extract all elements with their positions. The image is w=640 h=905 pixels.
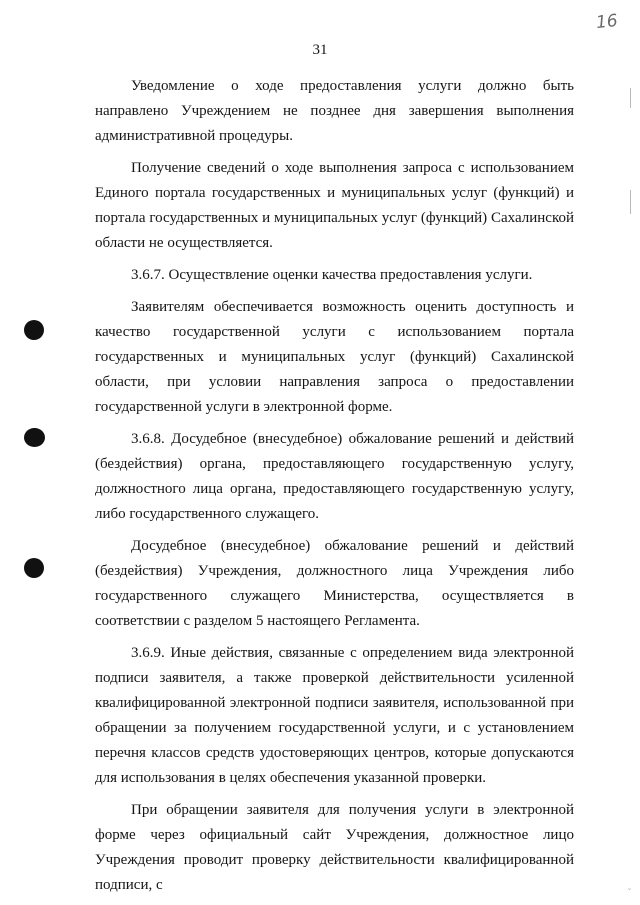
scan-edge-mark: [630, 190, 631, 214]
document-body: [95, 74, 574, 905]
corner-scan-artifact: ˇ: [627, 888, 632, 899]
paragraph-electronic-request: При обращении заявителя для получения услуги в электронной форме через официальный сайт Учреждения, должностное лицо Учреждения проводит проверку действительности квалифицированной подписи, с: [95, 802, 574, 893]
paragraph-notification: Уведомление о ходе предоставления услуги должно быть направлено Учреждением не позднее дня завершения выполнения административной процедуры.: [95, 78, 574, 144]
section-heading-3-6-8: 3.6.8. Досудебное (внесудебное) обжалование решений и действий (бездействия) органа, предоставляющего государственную услугу, должностного лица органа, предоставляющего государственную услугу, либо государственного служащего.: [95, 431, 574, 522]
punch-hole: [24, 320, 44, 340]
paragraph-quality-assessment: Заявителям обеспечивается возможность оценить доступность и качество государственной услуги с использованием портала государственных и муниципальных услуг (функций) Сахалинской области, при условии направления запроса о предоставлении государственной услуги в электронной форме.: [95, 299, 574, 415]
handwritten-sheet-number: 16: [595, 10, 619, 34]
section-heading-3-6-9: 3.6.9. Иные действия, связанные с определением вида электронной подписи заявителя, а также проверкой действительности усиленной квалифицированной электронной подписи заявителя, использованной при обращении за получением государственной услуги, и с установлением перечня классов средств удостоверяющих центров, которые допускаются для использования в целях обеспечения указанной проверки.: [95, 645, 574, 786]
page-number: 31: [312, 42, 328, 58]
scan-edge-mark: [630, 88, 631, 108]
paragraph-status-info: Получение сведений о ходе выполнения запроса с использованием Единого портала государственных и муниципальных услуг (функций) и портала государственных и муниципальных услуг (функций) Сахалинской области не осуществляется.: [95, 160, 574, 251]
punch-hole: [24, 558, 44, 578]
paragraph-appeal: Досудебное (внесудебное) обжалование решений и действий (бездействия) Учреждения, должностного лица Учреждения либо государственного служащего Министерства, осуществляется в соответствии с разделом 5 настоящего Регламента.: [95, 538, 574, 629]
punch-hole: [24, 428, 45, 447]
section-heading-3-6-7: 3.6.7. Осуществление оценки качества предоставления услуги.: [131, 267, 533, 283]
